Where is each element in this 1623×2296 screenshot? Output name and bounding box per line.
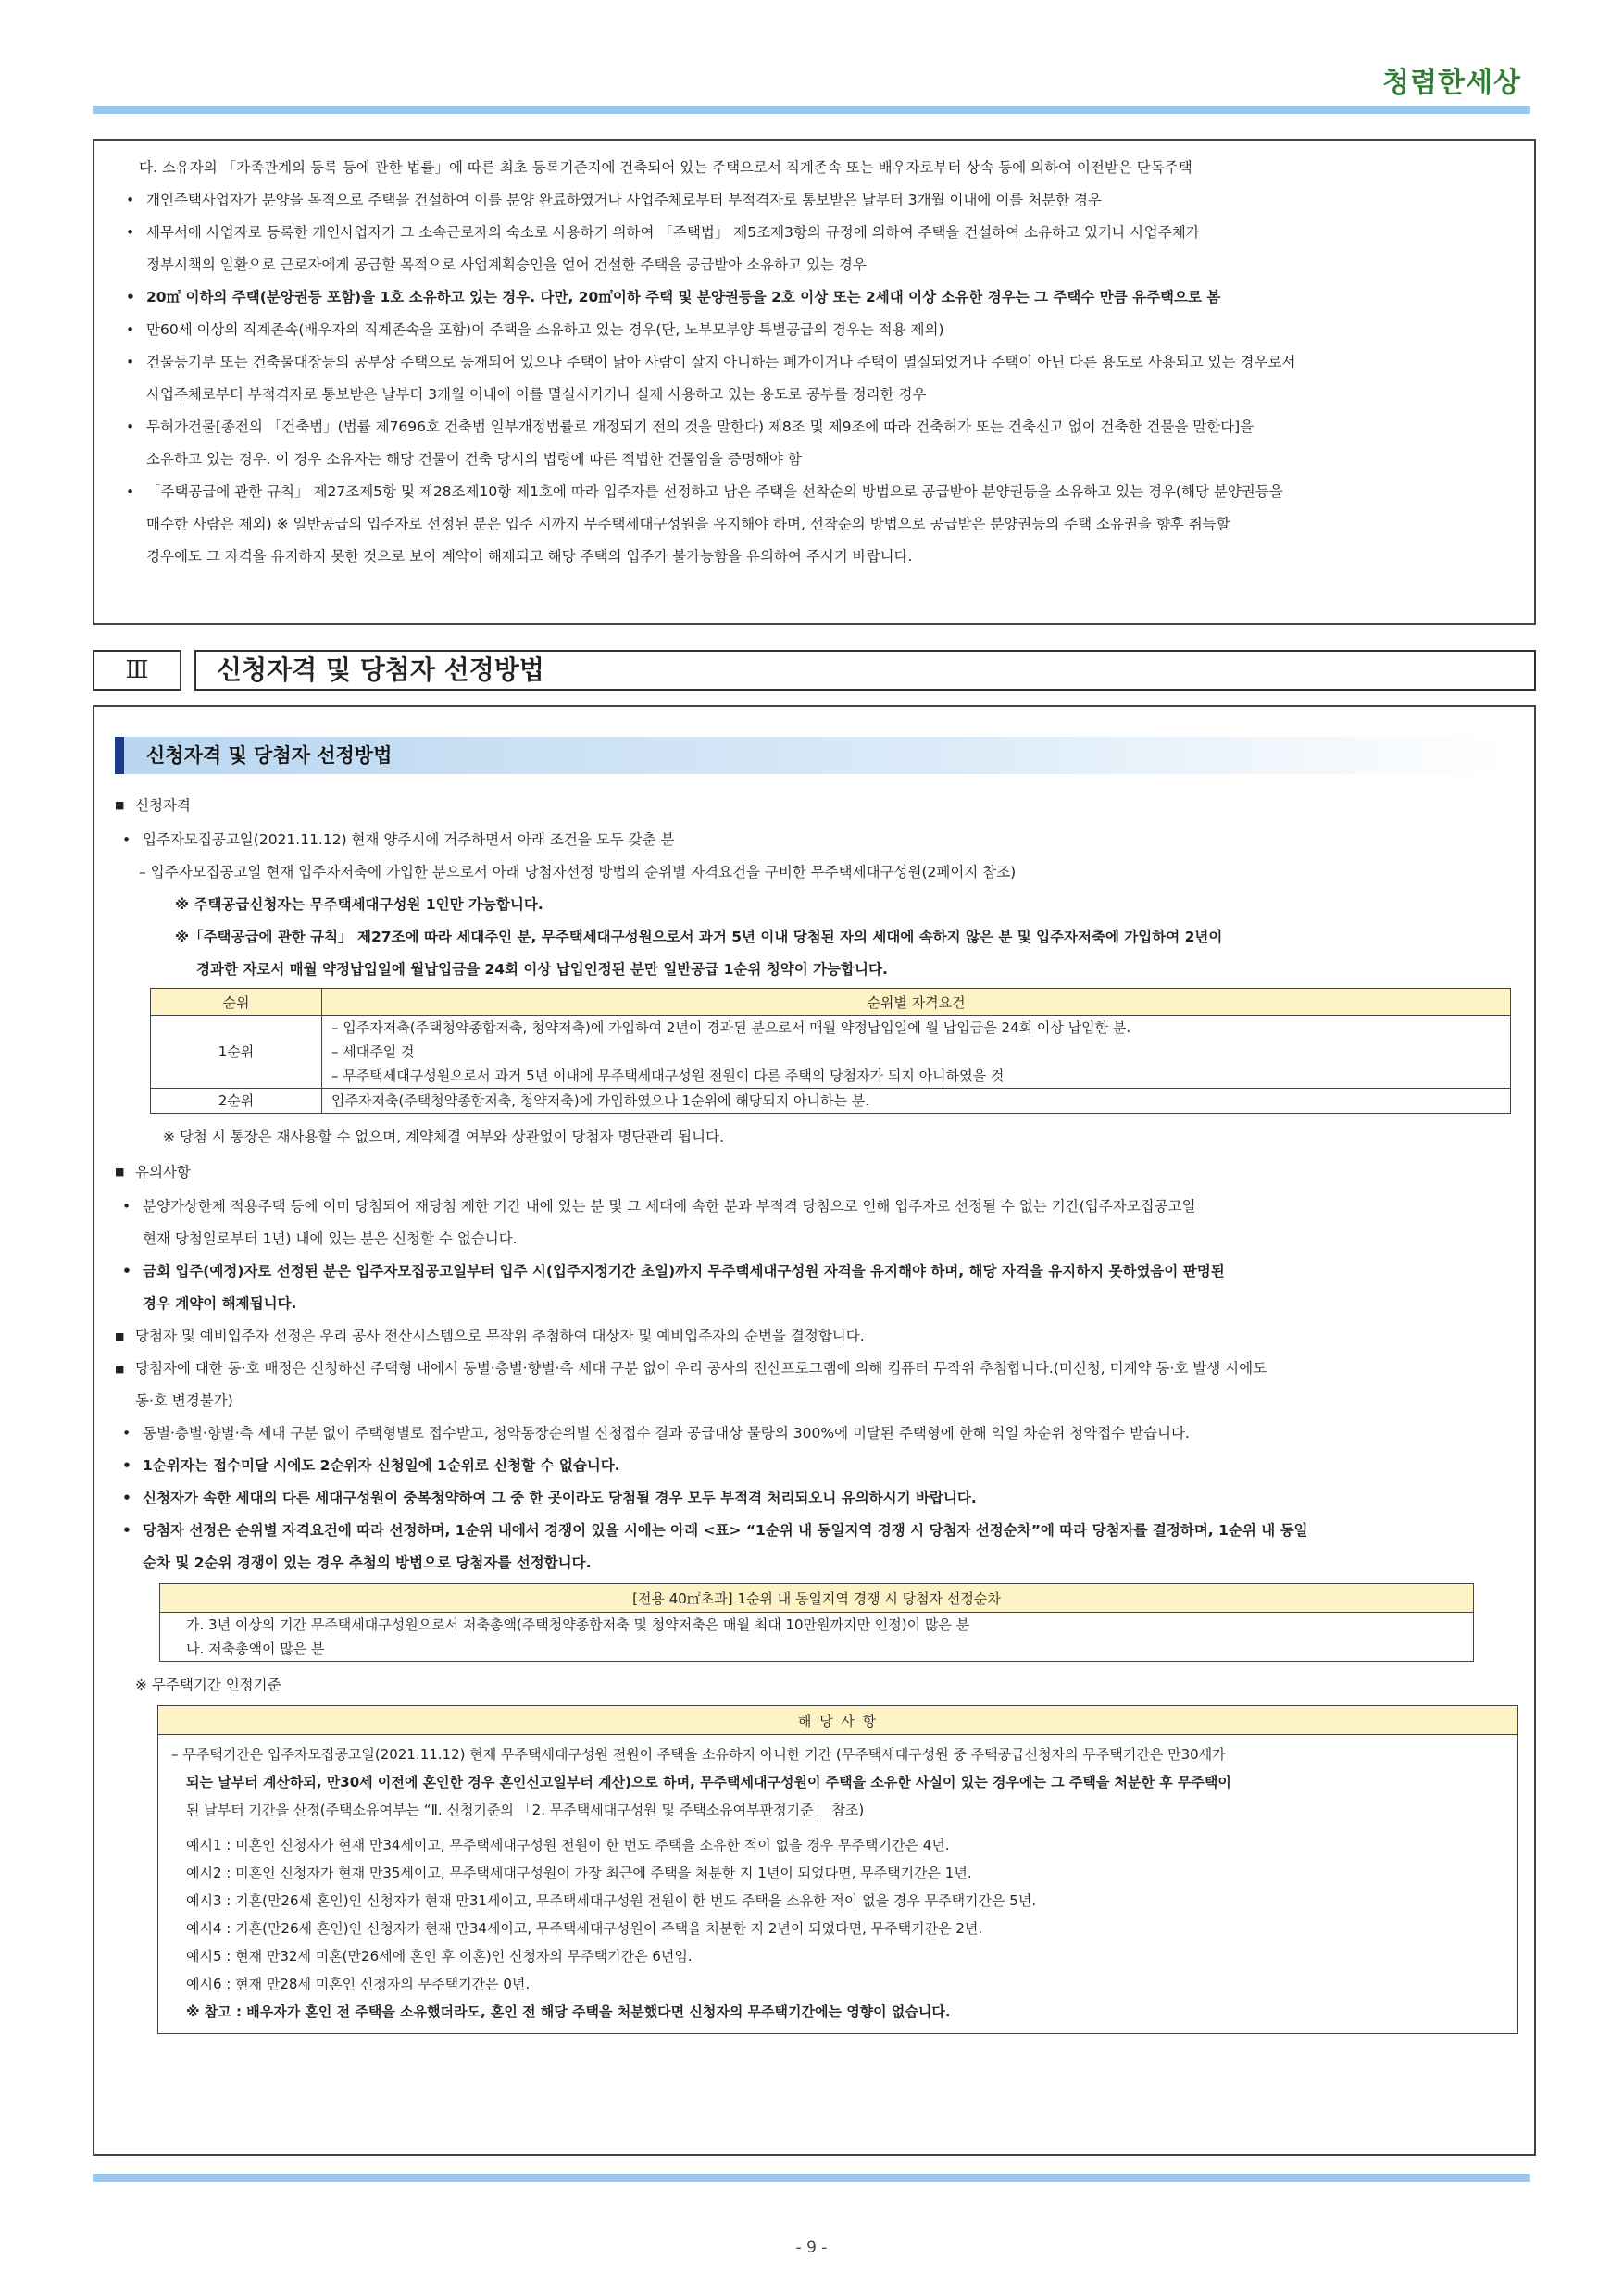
eligibility-box [93,705,1536,2156]
qualification-note: ※ 주택공급신청자는 무주택세대구성원 1인만 가능합니다. [175,896,543,913]
caution-line: 순차 및 2순위 경쟁이 있는 경우 추첨의 방법으로 당첨자를 선정합니다. [143,1554,592,1571]
qualification-line: • 입주자모집공고일(2021.11.12) 현재 양주시에 거주하면서 아래 조건을 모두 갖춘 분 [115,824,1514,856]
bullet-line: • 「주택공급에 관한 규칙」 제27조제5항 및 제28조제10항 제1호에 따라 입주자를 선정하고 남은 주택을 선착순의 방법으로 공급받아 분양권등을 소유하고 있는 경우(해당 분양권등을 [119,476,1514,508]
bullet-line: • 무허가건물[종전의 「건축법」(법률 제7696호 건축법 일부개정법률로 개정되기 전의 것을 말한다) 제8조 및 제9조에 따라 건축허가 또는 건축신고 없이 건축한 건물을 말한다]을 [119,411,1514,443]
example-line: 예시1 : 미혼인 신청자가 현재 만34세이고, 무주택세대구성원 전원이 한 번도 주택을 소유한 적이 없을 경우 무주택기간은 4년. [186,1837,950,1853]
criteria-line: 되는 날부터 계산하되, 만30세 이전에 혼인한 경우 혼인신고일부터 계산)으로 하며, 무주택세대구성원이 주택을 소유한 사실이 있는 경우에는 그 주택을 처분한 후 무주택이 [186,1774,1231,1791]
bottom-divider [93,2174,1530,2182]
section-number: Ⅲ [93,650,181,691]
caution-line: • 동별·층별·향별·측 세대 구분 없이 주택형별로 접수받고, 청약통장순위별 신청접수 결과 공급대상 물량의 300%에 미달된 주택형에 한해 익일 차순위 청약접수 받습니다. [115,1417,1514,1450]
order-line: 가. 3년 이상의 기간 무주택세대구성원으로서 저축총액(주택청약종합저축 및 청약저축은 매월 최대 10만원까지만 인정)이 많은 분 [186,1616,970,1633]
caution-line: • 금회 입주(예정)자로 선정된 분은 입주자모집공고일부터 입주 시(입주지정기간 초일)까지 무주택세대구성원 자격을 유지해야 하며, 해당 자격을 유지하지 못하였음이 판명된 [115,1255,1514,1288]
selection-order-table [159,1583,1474,1662]
caution-line: ■ 당첨자 및 예비입주자 선정은 우리 공사 전산시스템으로 무작위 추첨하여 대상자 및 예비입주자의 순번을 결정합니다. [115,1320,1514,1353]
note-line: ※ 당첨 시 통장은 재사용할 수 없으며, 계약체결 여부와 상관없이 당첨자 명단관리 됩니다. [163,1129,725,1145]
bullet-line: • 개인주택사업자가 분양을 목적으로 주택을 건설하여 이를 분양 완료하였거나 사업주체로부터 부적격자로 통보받은 날부터 3개월 이내에 이를 처분한 경우 [119,184,1514,217]
caution-line: 동·호 변경불가) [135,1392,233,1409]
qualification-line: – 입주자모집공고일 현재 입주자저축에 가입한 분으로서 아래 당첨자선정 방법의 순위별 자격요건을 구비한 무주택세대구성원(2페이지 참조) [139,864,1017,880]
criteria-line: – 무주택기간은 입주자모집공고일(2021.11.12) 현재 무주택세대구성원 전원이 주택을 소유하지 아니한 기간 (무주택세대구성원 중 주택공급신청자의 무주택기간은 만30세가 [171,1746,1226,1763]
housing-exception-box [93,139,1536,625]
caution-line: 현재 당첨일로부터 1년) 내에 있는 분은 신청할 수 없습니다. [143,1230,518,1247]
table-row [158,1735,1518,2034]
table-row [151,1089,1511,1114]
text-line: 소유하고 있는 경우. 이 경우 소유자는 해당 건물이 건축 당시의 법령에 따른 적법한 건물임을 증명해야 함 [146,451,802,468]
reference-note: ※ 참고 : 배우자가 혼인 전 주택을 소유했더라도, 혼인 전 해당 주택을 처분했다면 신청자의 무주택기간에는 영향이 없습니다. [186,2003,951,2020]
caution-line: ■ 당첨자에 대한 동·호 배정은 신청하신 주택형 내에서 동별·층별·향별·측 세대 구분 없이 우리 공사의 전산프로그램에 의해 컴퓨터 무작위 추첨합니다.(미신청, 미계약 동·호 발생 시에도 [115,1353,1514,1385]
table-header: [전용 40㎡초과] 1순위 내 동일지역 경쟁 시 당첨자 선정순차 [160,1584,1474,1613]
logo-text: 청렴한세상 [1382,67,1521,99]
example-line: 예시4 : 기혼(만26세 혼인)인 신청자가 현재 만34세이고, 무주택세대구성원이 주택을 처분한 지 2년이 되었다면, 무주택기간은 2년. [186,1920,983,1937]
text-line: 경우에도 그 자격을 유지하지 못한 것으로 보아 계약이 해제되고 해당 주택의 입주가 불가능함을 유의하여 주시기 바랍니다. [146,548,913,565]
table-header: 해 당 사 항 [158,1706,1518,1735]
text-line: 다. 소유자의 「가족관계의 등록 등에 관한 법률」에 따른 최초 등록기준지에 건축되어 있는 주택으로서 직계존속 또는 배우자로부터 상속 등에 의하여 이전받은 단독주택 [139,159,1192,176]
order-line: 나. 저축총액이 많은 분 [186,1641,325,1657]
criteria-heading: ※ 무주택기간 인정기준 [135,1677,281,1693]
caution-heading: ■ 유의사항 [115,1154,1514,1191]
table-cell [158,1735,1518,2034]
subheader-accent [115,737,124,774]
qualification-note: 경과한 자로서 매월 약정납입일에 월납입금을 24회 이상 납입인정된 분만 일반공급 1순위 청약이 가능합니다. [196,961,888,978]
subheader-title: 신청자격 및 당첨자 선정방법 [146,744,393,767]
text-line: 사업주체로부터 부적격자로 통보받은 날부터 3개월 이내에 이를 멸실시키거나 실제 사용하고 있는 용도로 공부를 정리한 경우 [146,386,927,403]
qualification-heading: ■ 신청자격 [115,787,1514,824]
rank-requirements-table [150,988,1511,1114]
requirements-cell [322,1016,1511,1089]
rank-cell: 2순위 [151,1089,322,1114]
table-header: 순위별 자격요건 [322,989,1511,1016]
caution-line: • 당첨자 선정은 순위별 자격요건에 따라 선정하며, 1순위 내에서 경쟁이 있을 시에는 아래 <표> “1순위 내 동일지역 경쟁 시 당첨자 선정순차”에 따라 당첨자를 결정하며, 1순위 내 동일 [115,1515,1514,1547]
top-divider [93,106,1530,114]
page-number: - 9 - [795,2239,828,2257]
example-line: 예시6 : 현재 만28세 미혼인 신청자의 무주택기간은 0년. [186,1976,531,1992]
requirement-line: – 입주자저축(주택청약종합저축, 청약저축)에 가입하여 2년이 경과된 분으로서 매월 약정납입일에 월 납입금을 24회 이상 납입한 분. [331,1019,1131,1036]
example-line: 예시2 : 미혼인 신청자가 현재 만35세이고, 무주택세대구성원이 가장 최근에 주택을 처분한 지 1년이 되었다면, 무주택기간은 1년. [186,1865,972,1881]
bullet-line: • 건물등기부 또는 건축물대장등의 공부상 주택으로 등재되어 있으나 주택이 낡아 사람이 살지 아니하는 폐가이거나 주택이 멸실되었거나 주택이 아닌 다른 용도로 사용되고 있는 경우로서 [119,346,1514,379]
bullet-line: • 세무서에 사업자로 등록한 개인사업자가 그 소속근로자의 숙소로 사용하기 위하여 「주택법」 제5조제3항의 규정에 의하여 주택을 건설하여 소유하고 있거나 사업주체가 [119,217,1514,249]
homeless-period-table [157,1705,1518,2034]
subheader-bar [115,737,1514,774]
logo [1382,59,1521,100]
requirement-line: – 세대주일 것 [331,1043,415,1060]
requirement-line: – 무주택세대구성원으로서 과거 5년 이내에 무주택세대구성원 전원이 다른 주택의 당첨자가 되지 아니하였을 것 [331,1067,1005,1084]
example-line: 예시5 : 현재 만32세 미혼(만26세에 혼인 후 이혼)인 신청자의 무주택기간은 6년임. [186,1948,693,1965]
requirements-cell: 입주자저축(주택청약종합저축, 청약저축)에 가입하였으나 1순위에 해당되지 아니하는 분. [322,1089,1511,1114]
caution-line: • 신청자가 속한 세대의 다른 세대구성원이 중복청약하여 그 중 한 곳이라도 당첨될 경우 모두 부적격 처리되오니 유의하시기 바랍니다. [115,1482,1514,1515]
rank-cell: 1순위 [151,1016,322,1089]
table-header: 순위 [151,989,322,1016]
caution-line: 경우 계약이 해제됩니다. [143,1295,297,1312]
table-row [160,1613,1474,1662]
qualification-note: ※「주택공급에 관한 규칙」 제27조에 따라 세대주인 분, 무주택세대구성원으로서 과거 5년 이내 당첨된 자의 세대에 속하지 않은 분 및 입주자저축에 가입하여 2년이 [175,929,1223,945]
table-row [151,1016,1511,1089]
bullet-line: • 만60세 이상의 직계존속(배우자의 직계존속을 포함)이 주택을 소유하고 있는 경우(단, 노부모부양 특별공급의 경우는 적용 제외) [119,314,1514,346]
table-cell [160,1613,1474,1662]
criteria-line: 된 날부터 기간을 산정(주택소유여부는 “Ⅱ. 신청기준의 「2. 무주택세대구성원 및 주택소유여부판정기준」 참조) [186,1802,865,1818]
text-line: 매수한 사람은 제외) ※ 일반공급의 입주자로 선정된 분은 입주 시까지 무주택세대구성원을 유지해야 하며, 선착순의 방법으로 공급받은 분양권등의 주택 소유권을 향후 취득할 [146,516,1230,532]
bullet-line: • 20㎡ 이하의 주택(분양권등 포함)을 1호 소유하고 있는 경우. 다만, 20㎡이하 주택 및 분양권등을 2호 이상 또는 2세대 이상 소유한 경우는 그 주택수 만큼 유주택으로 봄 [119,281,1514,314]
example-line: 예시3 : 기혼(만26세 혼인)인 신청자가 현재 만31세이고, 무주택세대구성원 전원이 한 번도 주택을 소유한 적이 없을 경우 무주택기간은 5년. [186,1892,1037,1909]
text-line: 정부시책의 일환으로 근로자에게 공급할 목적으로 사업계획승인을 얻어 건설한 주택을 공급받아 소유하고 있는 경우 [146,256,867,273]
section-heading [93,650,1536,693]
section-title: 신청자격 및 당첨자 선정방법 [194,650,1536,691]
caution-line: • 분양가상한제 적용주택 등에 이미 당첨되어 재당첨 제한 기간 내에 있는 분 및 그 세대에 속한 분과 부적격 당첨으로 인해 입주자로 선정될 수 없는 기간(입주자모집공고일 [115,1191,1514,1223]
caution-line: • 1순위자는 접수미달 시에도 2순위자 신청일에 1순위로 신청할 수 없습니다. [115,1450,1514,1482]
